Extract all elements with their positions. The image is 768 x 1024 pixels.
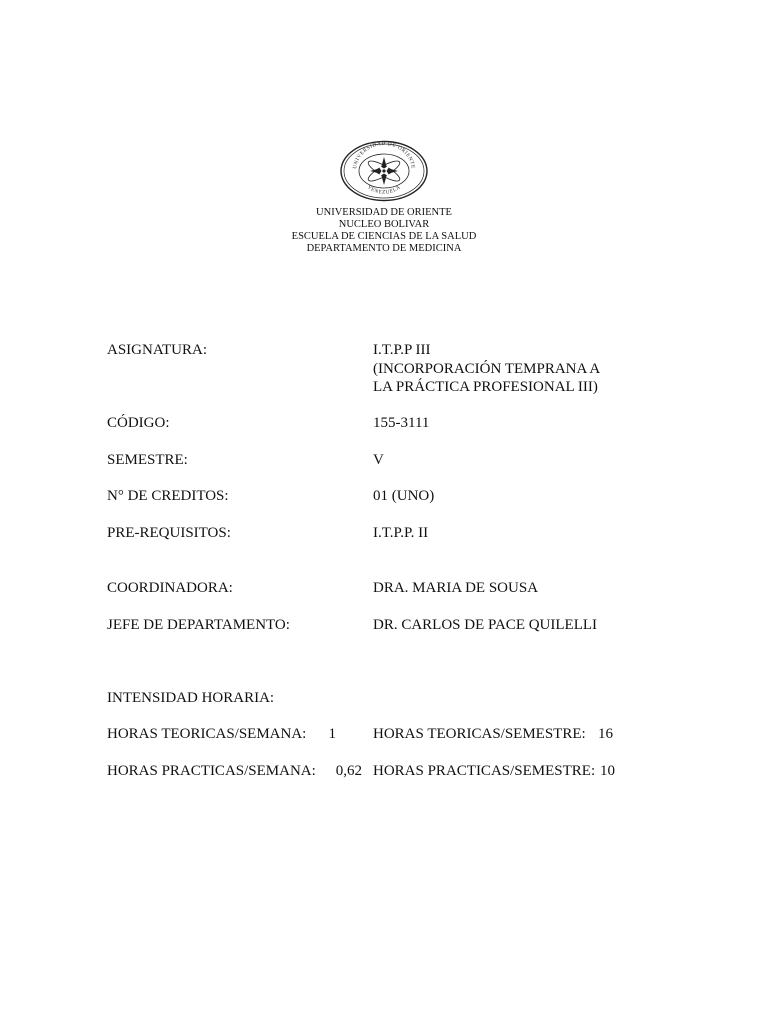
header-departamento: DEPARTAMENTO DE MEDICINA <box>306 243 462 254</box>
teoricas-semana-label: HORAS TEORICAS/SEMANA: <box>107 726 307 742</box>
intensidad-horaria-title: INTENSIDAD HORARIA: <box>107 690 275 706</box>
seal-bottom-text: VENEZUELA <box>366 184 402 196</box>
seal-top-text: UNIVERSIDAD DE ORIENTE <box>352 140 416 170</box>
practicas-semestre-label: HORAS PRACTICAS/SEMESTRE: <box>373 763 596 779</box>
asignatura-value-name-1: (INCORPORACIÓN TEMPRANA A <box>373 361 601 377</box>
asignatura-value-code: I.T.P.P III <box>373 342 431 358</box>
asignatura-label: ASIGNATURA: <box>107 342 208 358</box>
creditos-value: 01 (UNO) <box>373 488 435 504</box>
creditos-label: N° DE CREDITOS: <box>107 488 229 504</box>
practicas-semestre-value: 10 <box>600 763 615 779</box>
coordinadora-value: DRA. MARIA DE SOUSA <box>373 580 539 596</box>
svg-text:VENEZUELA <box>366 184 402 195</box>
practicas-semana-value: 0,62 <box>335 763 362 779</box>
jefe-departamento-label: JEFE DE DEPARTAMENTO: <box>107 617 290 633</box>
semestre-label: SEMESTRE: <box>107 452 188 468</box>
university-seal-logo <box>339 140 429 202</box>
header-university: UNIVERSIDAD DE ORIENTE <box>316 207 452 218</box>
coordinadora-label: COORDINADORA: <box>107 580 233 596</box>
codigo-value: 155-3111 <box>373 415 430 431</box>
codigo-label: CÓDIGO: <box>107 415 170 431</box>
asignatura-value-name-2: LA PRÁCTICA PROFESIONAL III) <box>373 379 598 395</box>
teoricas-semestre-label: HORAS TEORICAS/SEMESTRE: <box>373 726 586 742</box>
prerequisitos-value: I.T.P.P. II <box>373 525 429 541</box>
semestre-value: V <box>373 452 384 468</box>
jefe-departamento-value: DR. CARLOS DE PACE QUILELLI <box>373 617 598 633</box>
header-escuela: ESCUELA DE CIENCIAS DE LA SALUD <box>291 231 477 242</box>
prerequisitos-label: PRE-REQUISITOS: <box>107 525 231 541</box>
header-nucleo: NUCLEO BOLIVAR <box>338 219 430 230</box>
teoricas-semestre-value: 16 <box>598 726 613 742</box>
practicas-semana-label: HORAS PRACTICAS/SEMANA: <box>107 763 316 779</box>
institution-header <box>0 207 768 255</box>
teoricas-semana-value: 1 <box>328 726 336 742</box>
